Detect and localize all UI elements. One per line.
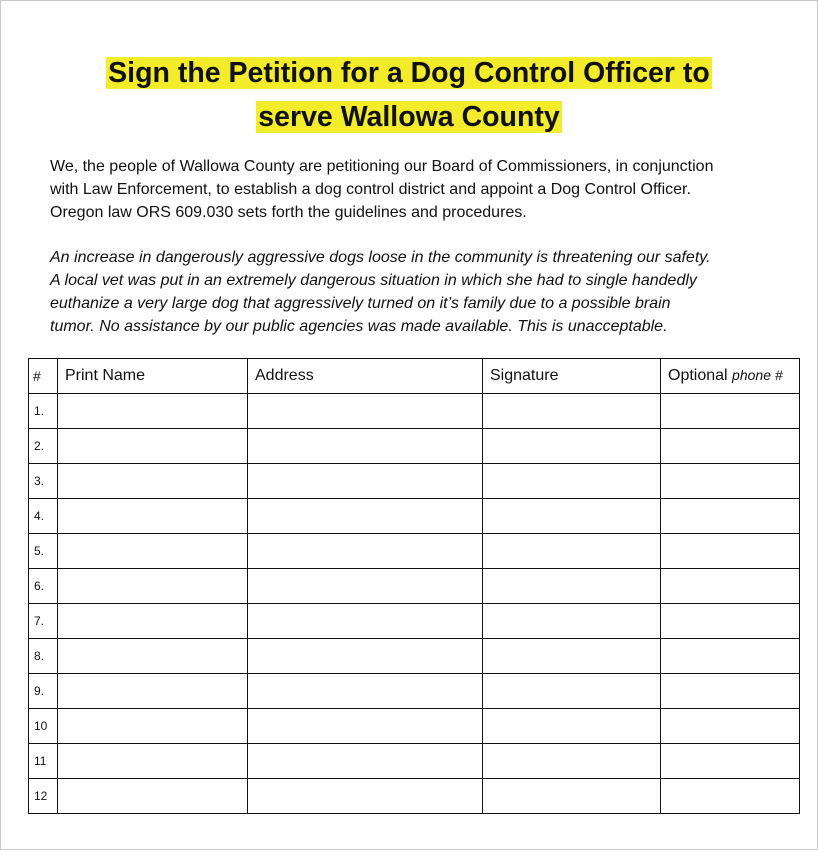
row-number-text: 2.	[34, 439, 45, 453]
address-cell[interactable]	[248, 499, 483, 534]
title-line-1: Sign the Petition for a Dog Control Officer to	[108, 57, 710, 89]
row-number-text: 10	[34, 719, 48, 733]
print-name-cell[interactable]	[58, 499, 248, 534]
row-number-text: 5.	[34, 544, 45, 558]
print-name-cell[interactable]	[58, 779, 248, 814]
address-cell[interactable]	[248, 429, 483, 464]
address-cell[interactable]	[248, 674, 483, 709]
row-number-text: 1.	[34, 404, 45, 418]
signature-cell[interactable]	[483, 709, 661, 744]
header-number: #	[29, 359, 58, 394]
signature-cell[interactable]	[483, 534, 661, 569]
address-cell[interactable]	[248, 464, 483, 499]
phone-cell[interactable]	[661, 569, 800, 604]
signature-cell[interactable]	[483, 499, 661, 534]
header-signature: Signature	[483, 359, 661, 394]
row-number-text: 9.	[34, 684, 45, 698]
table-row	[29, 429, 800, 464]
signature-cell[interactable]	[483, 744, 661, 779]
signature-cell[interactable]	[483, 464, 661, 499]
print-name-cell[interactable]	[58, 534, 248, 569]
intro-paragraph	[50, 155, 790, 224]
row-number	[29, 464, 58, 499]
row-number-text: 12	[34, 789, 48, 803]
address-cell[interactable]	[248, 639, 483, 674]
print-name-cell[interactable]	[58, 464, 248, 499]
story-line-2: A local vet was put in an extremely dangerous situation in which she had to single handedly	[50, 272, 697, 289]
signature-rows	[29, 394, 800, 814]
table-row	[29, 569, 800, 604]
row-number	[29, 534, 58, 569]
print-name-cell[interactable]	[58, 569, 248, 604]
print-name-cell[interactable]	[58, 604, 248, 639]
phone-cell[interactable]	[661, 674, 800, 709]
row-number	[29, 604, 58, 639]
signature-table	[28, 358, 800, 814]
row-number	[29, 779, 58, 814]
story-line-3: euthanize a very large dog that aggressively turned on it’s family due to a possible brain	[50, 295, 671, 312]
table-row	[29, 674, 800, 709]
address-cell[interactable]	[248, 534, 483, 569]
signature-cell[interactable]	[483, 429, 661, 464]
intro-line-1: We, the people of Wallowa County are petitioning our Board of Commissioners, in conjunction	[50, 158, 714, 175]
row-number-text: 11	[34, 754, 47, 768]
table-row	[29, 604, 800, 639]
table-row	[29, 639, 800, 674]
row-number-text: 8.	[34, 649, 45, 663]
address-cell[interactable]	[248, 744, 483, 779]
print-name-cell[interactable]	[58, 394, 248, 429]
signature-cell[interactable]	[483, 604, 661, 639]
phone-cell[interactable]	[661, 499, 800, 534]
phone-cell[interactable]	[661, 604, 800, 639]
header-address: Address	[248, 359, 483, 394]
phone-cell[interactable]	[661, 639, 800, 674]
row-number	[29, 429, 58, 464]
phone-cell[interactable]	[661, 394, 800, 429]
row-number	[29, 744, 58, 779]
table-row	[29, 534, 800, 569]
header-phone-main: Optional	[668, 367, 728, 384]
row-number	[29, 499, 58, 534]
table-row	[29, 779, 800, 814]
signature-cell[interactable]	[483, 639, 661, 674]
row-number-text: 7.	[34, 614, 45, 628]
story-paragraph	[50, 246, 790, 338]
signature-cell[interactable]	[483, 674, 661, 709]
print-name-cell[interactable]	[58, 429, 248, 464]
phone-cell[interactable]	[661, 744, 800, 779]
signature-cell[interactable]	[483, 779, 661, 814]
address-cell[interactable]	[248, 604, 483, 639]
phone-cell[interactable]	[661, 534, 800, 569]
address-cell[interactable]	[248, 779, 483, 814]
row-number	[29, 674, 58, 709]
story-line-1: An increase in dangerously aggressive dogs loose in the community is threatening our safety.	[50, 249, 711, 266]
phone-cell[interactable]	[661, 429, 800, 464]
intro-line-3: Oregon law ORS 609.030 sets forth the guidelines and procedures.	[50, 204, 527, 221]
intro-line-2: with Law Enforcement, to establish a dog control district and appoint a Dog Control Officer.	[50, 181, 691, 198]
header-print-name: Print Name	[58, 359, 248, 394]
signature-cell[interactable]	[483, 394, 661, 429]
table-row	[29, 744, 800, 779]
header-phone	[661, 359, 800, 394]
signature-cell[interactable]	[483, 569, 661, 604]
address-cell[interactable]	[248, 709, 483, 744]
phone-cell[interactable]	[661, 779, 800, 814]
row-number	[29, 709, 58, 744]
table-row	[29, 464, 800, 499]
row-number-text: 4.	[34, 509, 45, 523]
row-number	[29, 569, 58, 604]
title-line-2: serve Wallowa County	[258, 101, 560, 133]
petition-title	[1, 51, 817, 139]
row-number-text: 6.	[34, 579, 45, 593]
print-name-cell[interactable]	[58, 709, 248, 744]
address-cell[interactable]	[248, 569, 483, 604]
table-header-row	[29, 359, 800, 394]
print-name-cell[interactable]	[58, 674, 248, 709]
row-number	[29, 394, 58, 429]
header-phone-small: phone #	[732, 367, 783, 383]
row-number	[29, 639, 58, 674]
address-cell[interactable]	[248, 394, 483, 429]
table-row	[29, 394, 800, 429]
table-row	[29, 499, 800, 534]
table-row	[29, 709, 800, 744]
print-name-cell[interactable]	[58, 744, 248, 779]
print-name-cell[interactable]	[58, 639, 248, 674]
row-number-text: 3.	[34, 474, 45, 488]
story-line-4: tumor. No assistance by our public agencies was made available. This is unacceptable.	[50, 318, 668, 335]
phone-cell[interactable]	[661, 709, 800, 744]
phone-cell[interactable]	[661, 464, 800, 499]
